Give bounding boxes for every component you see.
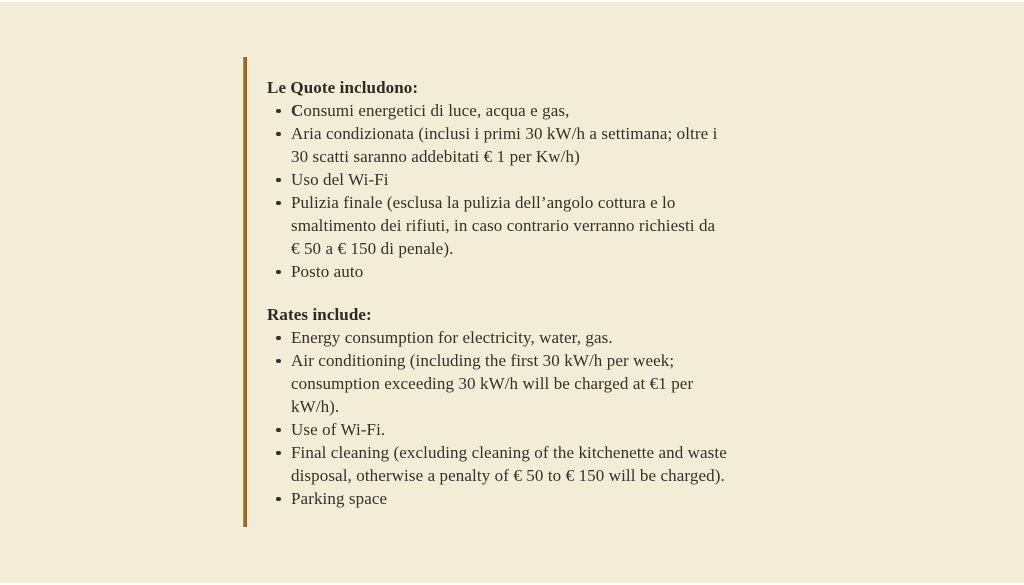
list-item	[267, 487, 827, 510]
bullet-icon	[276, 451, 281, 456]
bullet-icon	[276, 109, 281, 114]
bullet-list	[267, 99, 827, 283]
bullet-icon	[276, 497, 281, 502]
item-line: Aria condizionata (inclusi i primi 30 kW/h a settimana; oltre i	[291, 124, 718, 143]
bullet-icon	[276, 270, 281, 275]
bullet-icon	[276, 132, 281, 137]
item-line: Consumi energetici di luce, acqua e gas,	[291, 101, 570, 120]
item-line: Parking space	[291, 489, 388, 508]
content-area	[267, 76, 827, 510]
accent-bar	[243, 57, 247, 527]
item-line: consumption exceeding 30 kW/h will be charged at €1 per	[291, 374, 694, 393]
bullet-list	[267, 326, 827, 510]
list-item	[267, 441, 827, 487]
list-item	[267, 168, 827, 191]
item-line: smaltimento dei rifiuti, in caso contrario verranno richiesti da	[291, 216, 716, 235]
bullet-icon	[276, 201, 281, 206]
item-line: 30 scatti saranno addebitati € 1 per Kw/h)	[291, 147, 580, 166]
list-item	[267, 418, 827, 441]
bullet-icon	[276, 359, 281, 364]
item-line: Air conditioning (including the first 30 kW/h per week;	[291, 351, 675, 370]
bullet-icon	[276, 178, 281, 183]
item-line: Final cleaning (excluding cleaning of the kitchenette and waste	[291, 443, 727, 462]
list-item	[267, 99, 827, 122]
bold-lead-letter: C	[291, 101, 304, 120]
list-item	[267, 191, 827, 260]
list-section-1	[267, 303, 827, 510]
item-line: € 50 a € 150 di penale).	[291, 239, 454, 258]
list-item	[267, 122, 827, 168]
item-line: Energy consumption for electricity, water, gas.	[291, 328, 613, 347]
item-line: Uso del Wi-Fi	[291, 170, 389, 189]
item-line: Posto auto	[291, 262, 364, 281]
bullet-icon	[276, 336, 281, 341]
list-item	[267, 349, 827, 418]
top-edge-strip	[0, 0, 1024, 2]
section-heading: Rates include:	[267, 305, 372, 324]
section-heading: Le Quote includono:	[267, 78, 419, 97]
list-item	[267, 326, 827, 349]
item-line: Pulizia finale (esclusa la pulizia dell’angolo cottura e lo	[291, 193, 676, 212]
list-item	[267, 260, 827, 283]
item-line: kW/h).	[291, 397, 340, 416]
bullet-icon	[276, 428, 281, 433]
item-line: disposal, otherwise a penalty of € 50 to € 150 will be charged).	[291, 466, 725, 485]
list-section-0	[267, 76, 827, 283]
item-line: Use of Wi-Fi.	[291, 420, 386, 439]
